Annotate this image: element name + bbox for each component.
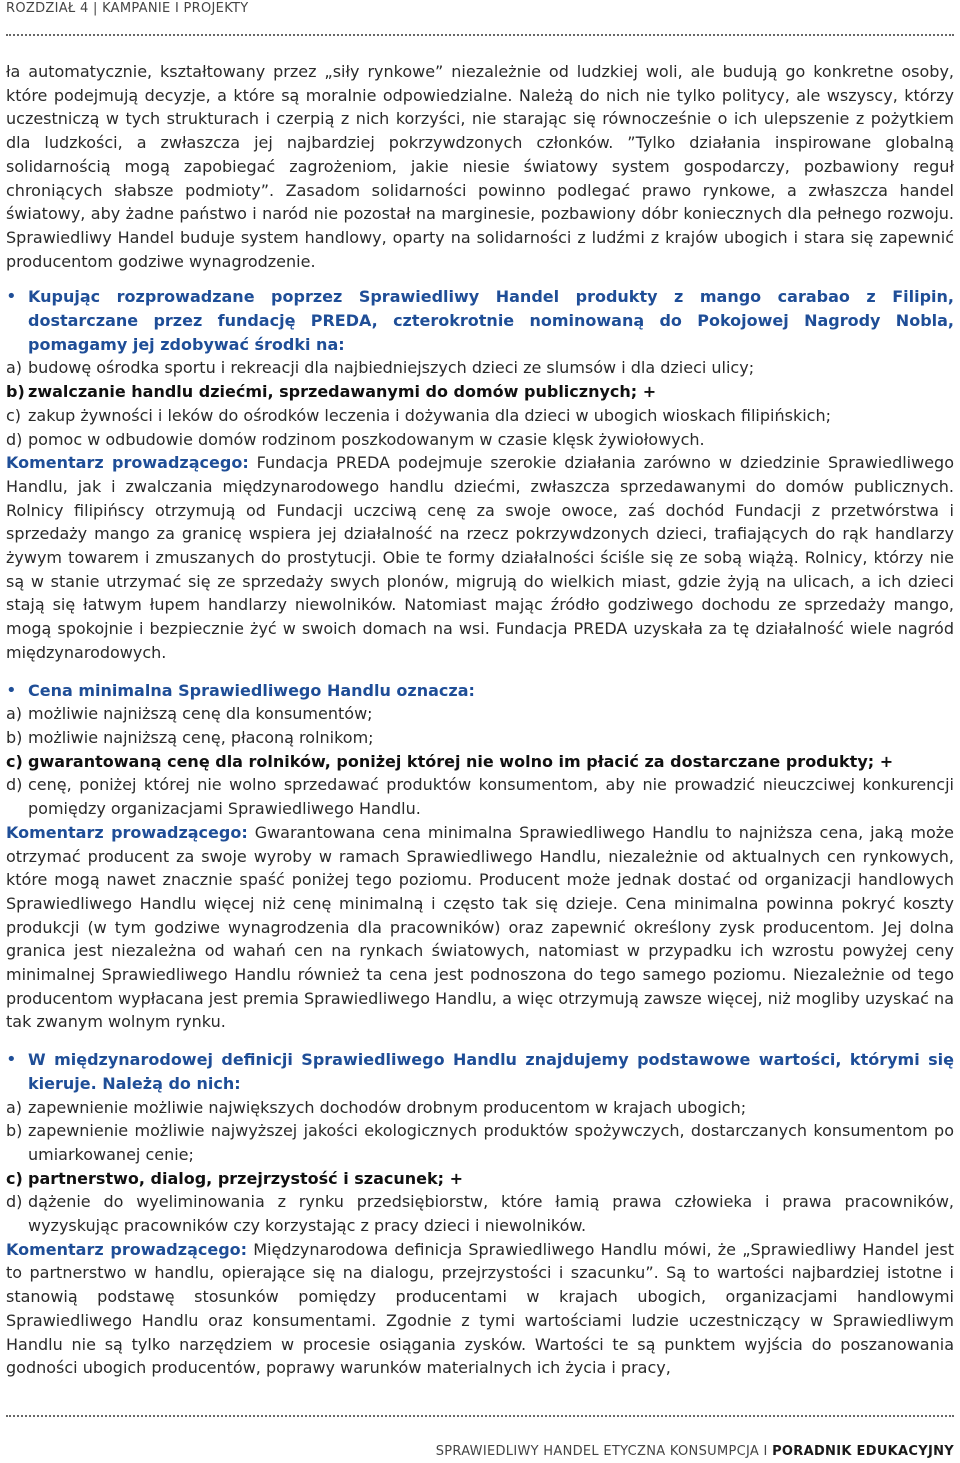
option-letter: b) (6, 1121, 23, 1141)
question-block-1 (6, 285, 954, 664)
comment-label: Komentarz prowadzącego: (6, 453, 249, 473)
comment-label: Komentarz prowadzącego: (6, 822, 248, 842)
option-text: zapewnienie możliwie największych dochodów drobnym producentom w krajach ubogich; (28, 1097, 747, 1117)
option-letter: c) (6, 405, 22, 425)
comment-paragraph (6, 451, 954, 664)
answer-option-correct (6, 380, 954, 404)
question-3-text: W międzynarodowej definicji Sprawiedliwego Handlu znajdujemy podstawowe wartości, którymi się kieruje. Należą do nich: (28, 1050, 954, 1093)
comment-text: Międzynarodowa definicja Sprawiedliwego Handlu mówi, że „Sprawiedliwy Handel jest to partnerstwo w handlu, opierające się na dialogu, przejrzystości i szacunku”. Są to wartości najbardziej istotne i stanowią podstawę stosunków pomiędzy producentami w krajach ubogich, organizacjami handlowymi Sprawiedliwego Handlu oraz konsumentami. Zgodnie z tymi wartościami ludzie uczestniczący w Sprawiedliwym Handlu nie są tylko narzędziem w procesie osiągania zysków. Wartości te są punktem wyjścia do poszanowania godności ubogich producentów, poprawy warunków materialnych ich życia i pracy, (6, 1239, 954, 1378)
footer-text: SPRAWIEDLIWY HANDEL ETYCZNA KONSUMPCJA (435, 1444, 760, 1459)
comment-paragraph (6, 821, 954, 1034)
answer-option-correct (6, 750, 954, 774)
question-2-text: Cena minimalna Sprawiedliwego Handlu oznacza: (28, 680, 475, 700)
answer-option (6, 1190, 954, 1237)
question-block-2 (6, 679, 954, 1035)
comment-label: Komentarz prowadzącego: (6, 1239, 248, 1259)
option-text: gwarantowaną cenę dla rolników, poniżej której nie wolno im płacić za dostarczane produkty; + (28, 751, 894, 771)
option-letter: a) (6, 358, 23, 378)
option-letter: a) (6, 1097, 23, 1117)
option-letter: a) (6, 704, 23, 724)
option-text: zakup żywności i leków do ośrodków leczenia i dożywania dla dzieci w ubogich wioskach filipińskich; (28, 405, 831, 425)
footer-separator: I (763, 1444, 768, 1459)
comment-text: Gwarantowana cena minimalna Sprawiedliwego Handlu to najniższa cena, jaką może otrzymać producent za swoje wyroby w ramach Sprawiedliwego Handlu, niezależnie od aktualnych cen rynkowych, które mogą nawet znacznie spaść poniżej tego poziomu. Producent może jednak dostać od organizacji handlowych Sprawiedliwego Handlu więcej niż cenę minimalną i często tak się dzieje. Cena minimalna powinna pokryć koszty produkcji (w tym godziwe wynagrodzenia dla pracowników) oraz zapewnić określony zysk producentom. Jej dolna granica jest niezależna od wahań cen na rynkach światowych, natomiast w przypadku ich wzrostu powyżej ceny minimalnej Sprawiedliwego Handlu również ta cena jest podnoszona do tego samego poziomu. Niezależnie od tego producentom wypłacana jest premia Sprawiedliwego Handlu, a więc otrzymują zawsze więcej, niż mogliby uzyskać na tak zwanym wolnym rynku. (6, 822, 955, 1032)
question-1 (6, 285, 954, 356)
answer-option (6, 726, 954, 750)
footer-divider (6, 1415, 954, 1417)
option-text: budowę ośrodka sportu i rekreacji dla najbiedniejszych dzieci ze slumsów i dla dzieci ulicy; (28, 358, 755, 378)
option-text: pomoc w odbudowie domów rodzinom poszkodowanym w czasie klęsk żywiołowych. (28, 429, 705, 449)
answer-option-correct (6, 1167, 954, 1191)
option-text: dążenie do wyeliminowania z rynku przedsiębiorstw, które łamią prawa człowieka i prawa pracowników, wyzyskując pracowników czy korzystając z pracy dzieci i niewolników. (28, 1192, 954, 1236)
answer-option (6, 356, 954, 380)
running-footer (436, 1443, 954, 1461)
question-2 (6, 679, 954, 703)
option-text: możliwie najniższą cenę, płaconą rolnikom; (28, 727, 374, 747)
option-letter: d) (6, 1192, 23, 1212)
option-letter: b) (6, 727, 23, 747)
option-text: zapewnienie możliwie najwyższej jakości ekologicznych produktów spożywczych, dostarczanych konsumentom po umiarkowanej cenie; (28, 1121, 954, 1164)
option-letter: d) (6, 429, 23, 449)
answer-option (6, 1119, 954, 1166)
question-1-text: Kupując rozprowadzane poprzez Sprawiedliwy Handel produkty z mango carabao z Filipin, dostarczane przez fundację PREDA, czterokrotnie nominowaną do Pokojowej Nagrody Nobla, pomagamy jej zdobywać środki na: (28, 287, 954, 354)
answer-option (6, 773, 954, 820)
footer-bold-text: PORADNIK EDUKACYJNY (772, 1444, 954, 1459)
header-divider (6, 34, 954, 36)
question-3 (6, 1048, 954, 1095)
intro-paragraph: ła automatycznie, kształtowany przez „siły rynkowe” niezależnie od ludzkiej woli, ale budują go konkretne osoby, które podejmują decyzje, a które są moralnie odpowiedzialne. Należą do nich nie tylko politycy, ale wszyscy, którzy uczestniczą w tych strukturach i czerpią z nich korzyści, nie starając się równocześnie o ich ulepszenie z pożytkiem dla ludzkości, a zwłaszcza jej najbardziej pokrzywdzonych członków. ”Tylko działania inspirowane globalną solidarnością mogą zapobiegać zagrożeniom, jakie niesie światowy system gospodarczy, pozbawiony reguł chroniących słabsze podmioty”. Zasadom solidarności powinno podlegać prawo rynkowe, a zwłaszcza handel światowy, aby żadne państwo i naród nie pozostał na marginesie, pozbawiony dóbr koniecznych dla pełnego rozwoju. Sprawiedliwy Handel buduje system handlowy, oparty na solidarności z ludźmi z krajów ubogich i stara się zapewnić producentom godziwe wynagrodzenie. (6, 62, 954, 271)
page-content (6, 60, 954, 1380)
answer-option (6, 404, 954, 428)
answer-option (6, 1096, 954, 1120)
option-text: cenę, poniżej której nie wolno sprzedawać produktów konsumentom, aby nie prowadzić nieuczciwej konkurencji pomiędzy organizacjami Sprawiedliwego Handlu. (28, 775, 954, 819)
answer-option (6, 428, 954, 452)
bullet-icon: • (6, 679, 17, 701)
option-letter: c) (6, 751, 23, 771)
bullet-icon: • (6, 1049, 17, 1071)
option-letter: b) (6, 382, 25, 402)
bullet-icon: • (6, 286, 17, 308)
answer-option (6, 702, 954, 726)
option-text: możliwie najniższą cenę dla konsumentów; (28, 704, 373, 724)
option-text: zwalczanie handlu dziećmi, sprzedawanymi do domów publicznych; + (28, 382, 657, 402)
comment-text: Fundacja PREDA podejmuje szerokie działania zarówno w dziedzinie Sprawiedliwego Handlu, jak i zwalczania międzynarodowego handlu dziećmi, zwłaszcza sprzedawanymi do domów publicznych. Rolnicy filipińscy otrzymują od Fundacji uczciwą cenę za swoje owoce, zaś dochód Fundacji z przetwórstwa i sprzedaży mango za granicę wspiera jej działalność na rzecz pokrzywdzonych dzieci, trafiających do rąk handlarzy żywym towarem i zmuszanych do prostytucji. Obie te formy działalności ściśle się ze sobą wiążą. Rolnicy, którzy nie są w stanie utrzymać się ze sprzedaży swych plonów, migrują do wielkich miast, gdzie żyją na ulicach, a ich dzieci stają się łatwym łupem handlarzy niewolników. Natomiast mając źródło godziwego dochodu ze sprzedaży mango, mogą spokojnie i bezpiecznie żyć w swoich domach na wsi. Fundacja PREDA uzyskała za tę działalność wiele nagród międzynarodowych. (6, 453, 954, 662)
option-letter: d) (6, 775, 23, 795)
question-block-3 (6, 1048, 954, 1380)
option-text: partnerstwo, dialog, przejrzystość i szacunek; + (28, 1168, 464, 1188)
comment-paragraph (6, 1238, 954, 1380)
option-letter: c) (6, 1168, 23, 1188)
running-header: ROZDZIAŁ 4 | KAMPANIE I PROJEKTY (6, 1, 249, 16)
